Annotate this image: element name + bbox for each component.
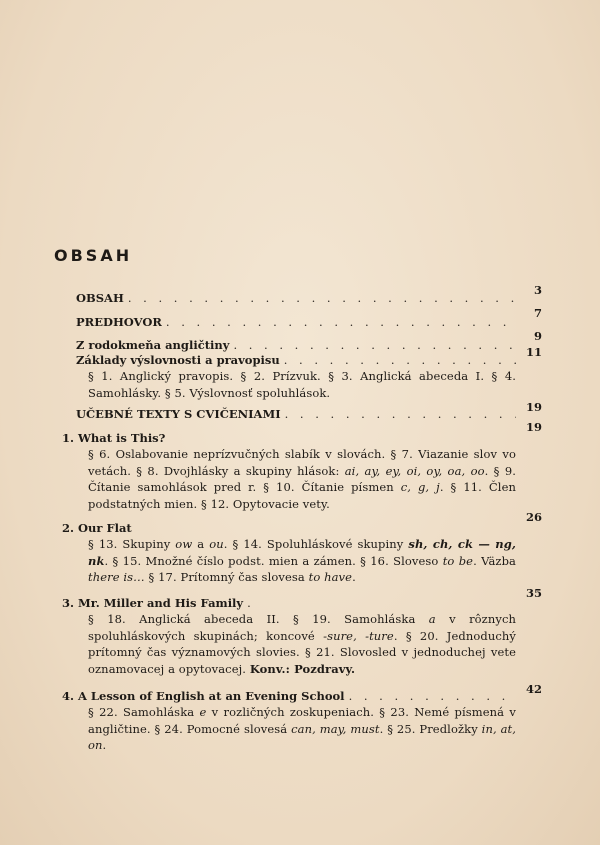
- toc-entry[interactable]: [76, 406, 516, 422]
- entry-page: 42: [525, 682, 542, 696]
- toc-entry[interactable]: [76, 337, 516, 353]
- entry-title: 1. What is This?: [62, 431, 166, 445]
- entry-page: 26: [525, 510, 542, 524]
- toc-entry[interactable]: [76, 314, 516, 330]
- leader-dots: [284, 352, 516, 368]
- entry-page: 35: [525, 586, 542, 600]
- entry-page: 19: [525, 420, 542, 434]
- entry-description: § 18. Anglická abeceda II. § 19. Samohláska a v rôznych spoluhláskových skupinách; koncové -sure, -ture. § 20. Jednoduchý prítomný čas významových slovies. § 21. Slovosled v jednoduchej vete oznamovacej a opytovacej. Konv.: Pozdravy.: [88, 612, 516, 676]
- entry-title: Základy výslovnosti a pravopisu: [76, 353, 280, 367]
- entry-title: 2. Our Flat: [62, 521, 132, 535]
- page-heading: OBSAH: [54, 246, 133, 265]
- toc-entry[interactable]: [62, 430, 516, 512]
- leader-dots: [247, 595, 262, 611]
- entry-title: 3. Mr. Miller and His Family: [62, 596, 244, 610]
- entry-title: 4. A Lesson of English at an Evening School: [62, 689, 345, 703]
- entry-page: 19: [525, 400, 542, 414]
- entry-page: 9: [533, 329, 542, 343]
- leader-dots: [233, 337, 516, 353]
- entry-description: § 22. Samohláska e v rozličných zoskupeniach. § 23. Nemé písmená v angličtine. § 24. Pomocné slovesá can, may, must. § 25. Predložky in, at, on.: [88, 705, 517, 752]
- entry-description: § 13. Skupiny ow a ou. § 14. Spoluhláskové skupiny sh, ch, ck — ng, nk. § 15. Množné číslo podst. mien a zámen. § 16. Sloveso to be. Väzba there is… § 17. Prítomný čas slovesa to have.: [88, 537, 516, 584]
- entry-title: OBSAH: [76, 291, 124, 305]
- entry-description: § 1. Anglický pravopis. § 2. Prízvuk. § 3. Anglická abeceda I. § 4. Samohlásky. § 5. Výslovnosť spoluhlások.: [88, 369, 516, 400]
- toc-entry[interactable]: [76, 290, 516, 306]
- leader-dots: [128, 290, 516, 306]
- leader-dots: [166, 314, 516, 330]
- entry-description: § 6. Oslabovanie neprízvučných slabík v slovách. § 7. Viazanie slov vo vetách. § 8. Dvojhlásky a skupiny hlások: ai, ay, ey, oi, oy, oa, oo. § 9. Čítanie samohlások pred r. § 10. Čítanie písmen c, g, j. § 11. Člen podstatných mien. § 12. Opytovacie vety.: [88, 447, 516, 511]
- entry-title: Z rodokmeňa angličtiny: [76, 338, 230, 352]
- toc-entry[interactable]: [62, 595, 516, 677]
- entry-title: PREDHOVOR: [76, 315, 162, 329]
- leader-dots: [285, 406, 516, 422]
- entry-page: 11: [525, 345, 542, 359]
- toc-entry[interactable]: [62, 688, 516, 754]
- toc-entry[interactable]: [76, 352, 516, 401]
- leader-dots: [349, 688, 516, 704]
- entry-page: 7: [533, 306, 542, 320]
- toc-entry[interactable]: [62, 520, 516, 586]
- entry-page: 3: [533, 283, 542, 297]
- entry-title: UČEBNÉ TEXTY S CVIČENIAMI: [76, 407, 281, 421]
